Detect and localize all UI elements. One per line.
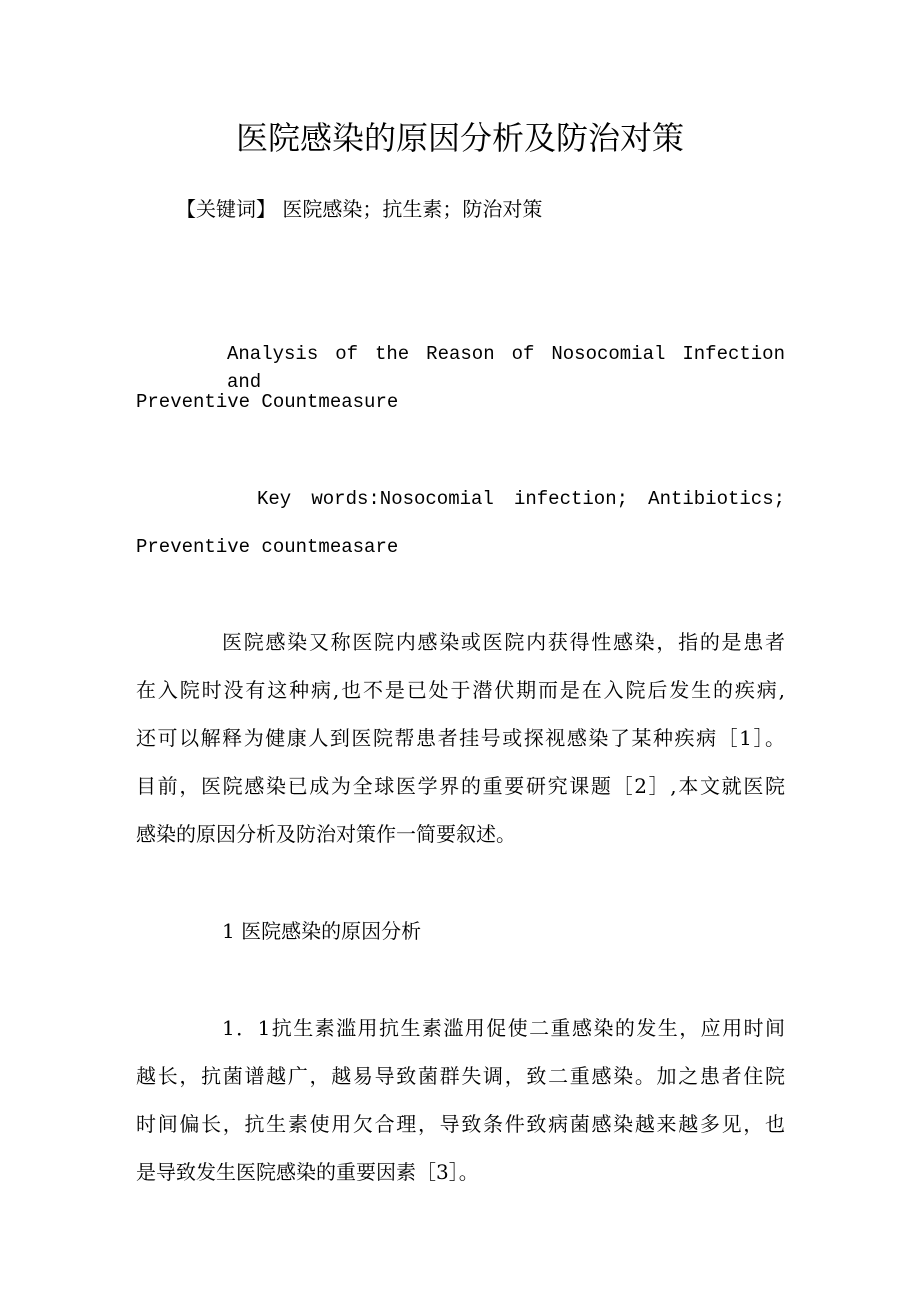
english-title-line-1: Analysis of the Reason of Nosocomial Infection and [227,343,785,393]
keywords-value: 医院感染；抗生素；防治对策 [282,197,543,221]
intro-line: 还可以解释为健康人到医院帮患者挂号或探视感染了某种疾病［1］。 [136,726,785,750]
section-1-1-line: 时间偏长，抗生素使用欠合理，导致条件致病菌感染越来越多见，也 [136,1112,785,1136]
english-keywords-line-2: Preventive countmeasare [136,536,399,558]
section-1-heading: 1 医院感染的原因分析 [222,919,422,943]
document-title: 医院感染的原因分析及防治对策 [235,119,684,157]
english-keywords-line-1: Key words:Nosocomial infection; Antibiotics; [257,488,785,510]
english-title-line-2: Preventive Countmeasure [136,391,399,413]
intro-line: 在入院时没有这种病,也不是已处于潜伏期而是在入院后发生的疾病, [136,678,785,702]
intro-line: 医院感染又称医院内感染或医院内获得性感染，指的是患者 [222,630,785,654]
section-1-1-line: 越长，抗菌谱越广，越易导致菌群失调，致二重感染。加之患者住院 [136,1064,785,1088]
intro-line: 目前，医院感染已成为全球医学界的重要研究课题［2］,本文就医院 [136,774,785,798]
section-1-1-line: 1．1抗生素滥用抗生素滥用促使二重感染的发生，应用时间 [222,1016,785,1040]
intro-line: 感染的原因分析及防治对策作一简要叙述。 [136,822,516,846]
keywords-label: 【关键词】 [176,197,276,221]
section-1-1-line: 是导致发生医院感染的重要因素［3］。 [136,1160,479,1184]
keywords-cn [176,195,542,223]
